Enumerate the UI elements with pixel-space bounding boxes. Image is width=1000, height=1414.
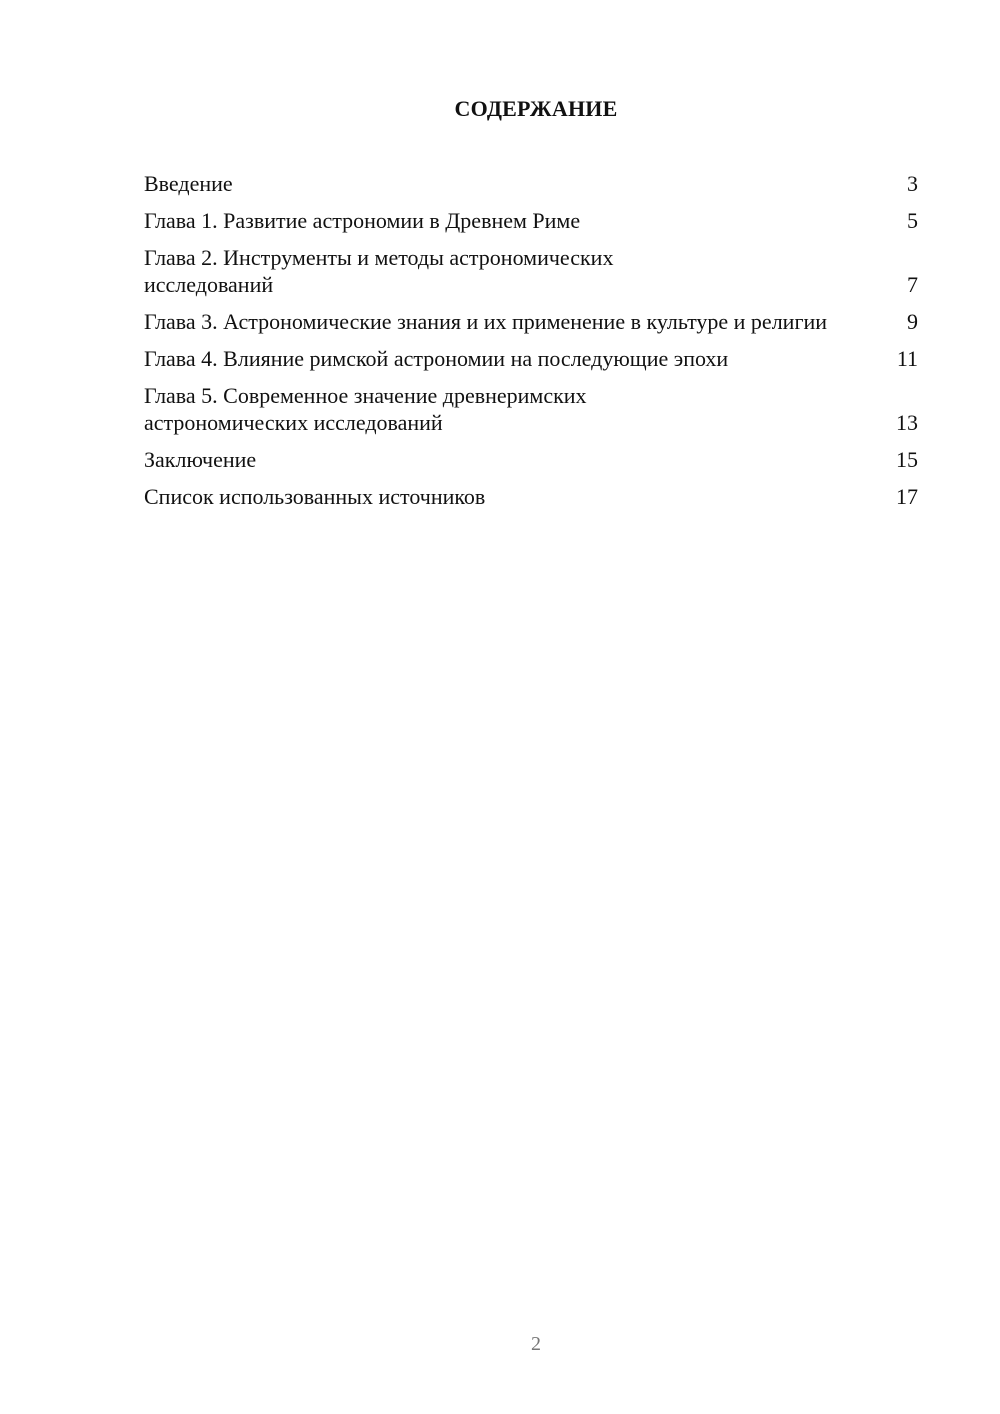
- toc-entry-page: 11: [896, 346, 918, 371]
- toc-entry-chapter-1: [144, 207, 918, 234]
- toc-entry-page: 3: [907, 171, 918, 196]
- toc-entry-label: Глава 4. Влияние римской астрономии на последующие эпохи: [144, 346, 729, 371]
- toc-entry-chapter-3: [144, 308, 918, 335]
- toc-entry-label: Глава 3. Астрономические знания и их применение в культуре и религии: [144, 309, 828, 334]
- page-number: 2: [531, 1333, 541, 1355]
- toc-entry-label: Заключение: [144, 447, 257, 472]
- toc-entry-page: 17: [896, 484, 918, 509]
- toc-entry-references: [144, 483, 918, 510]
- toc-entry-chapter-4: [144, 345, 918, 372]
- toc-entry-page: 13: [896, 410, 918, 435]
- toc-entry-page: 15: [896, 447, 918, 472]
- toc-entry-introduction: [144, 170, 918, 197]
- toc-entry-conclusion: [144, 446, 918, 473]
- toc-title: СОДЕРЖАНИЕ: [454, 96, 618, 121]
- toc-entry-chapter-2: [144, 244, 918, 298]
- toc-entry-label: Введение: [144, 171, 233, 196]
- toc-entry-label: Глава 5. Современное значение древнеримских астрономических исследований: [144, 383, 587, 435]
- toc-entry-label: Глава 2. Инструменты и методы астрономических исследований: [144, 245, 614, 297]
- toc-entry-label: Список использованных источников: [144, 484, 486, 509]
- toc-entry-chapter-5: [144, 382, 918, 436]
- toc-entry-page: 5: [907, 208, 918, 233]
- toc-entry-label: Глава 1. Развитие астрономии в Древнем Риме: [144, 208, 581, 233]
- toc-entry-page: 7: [907, 272, 918, 297]
- toc-entry-page: 9: [907, 309, 918, 334]
- table-of-contents: [144, 170, 918, 520]
